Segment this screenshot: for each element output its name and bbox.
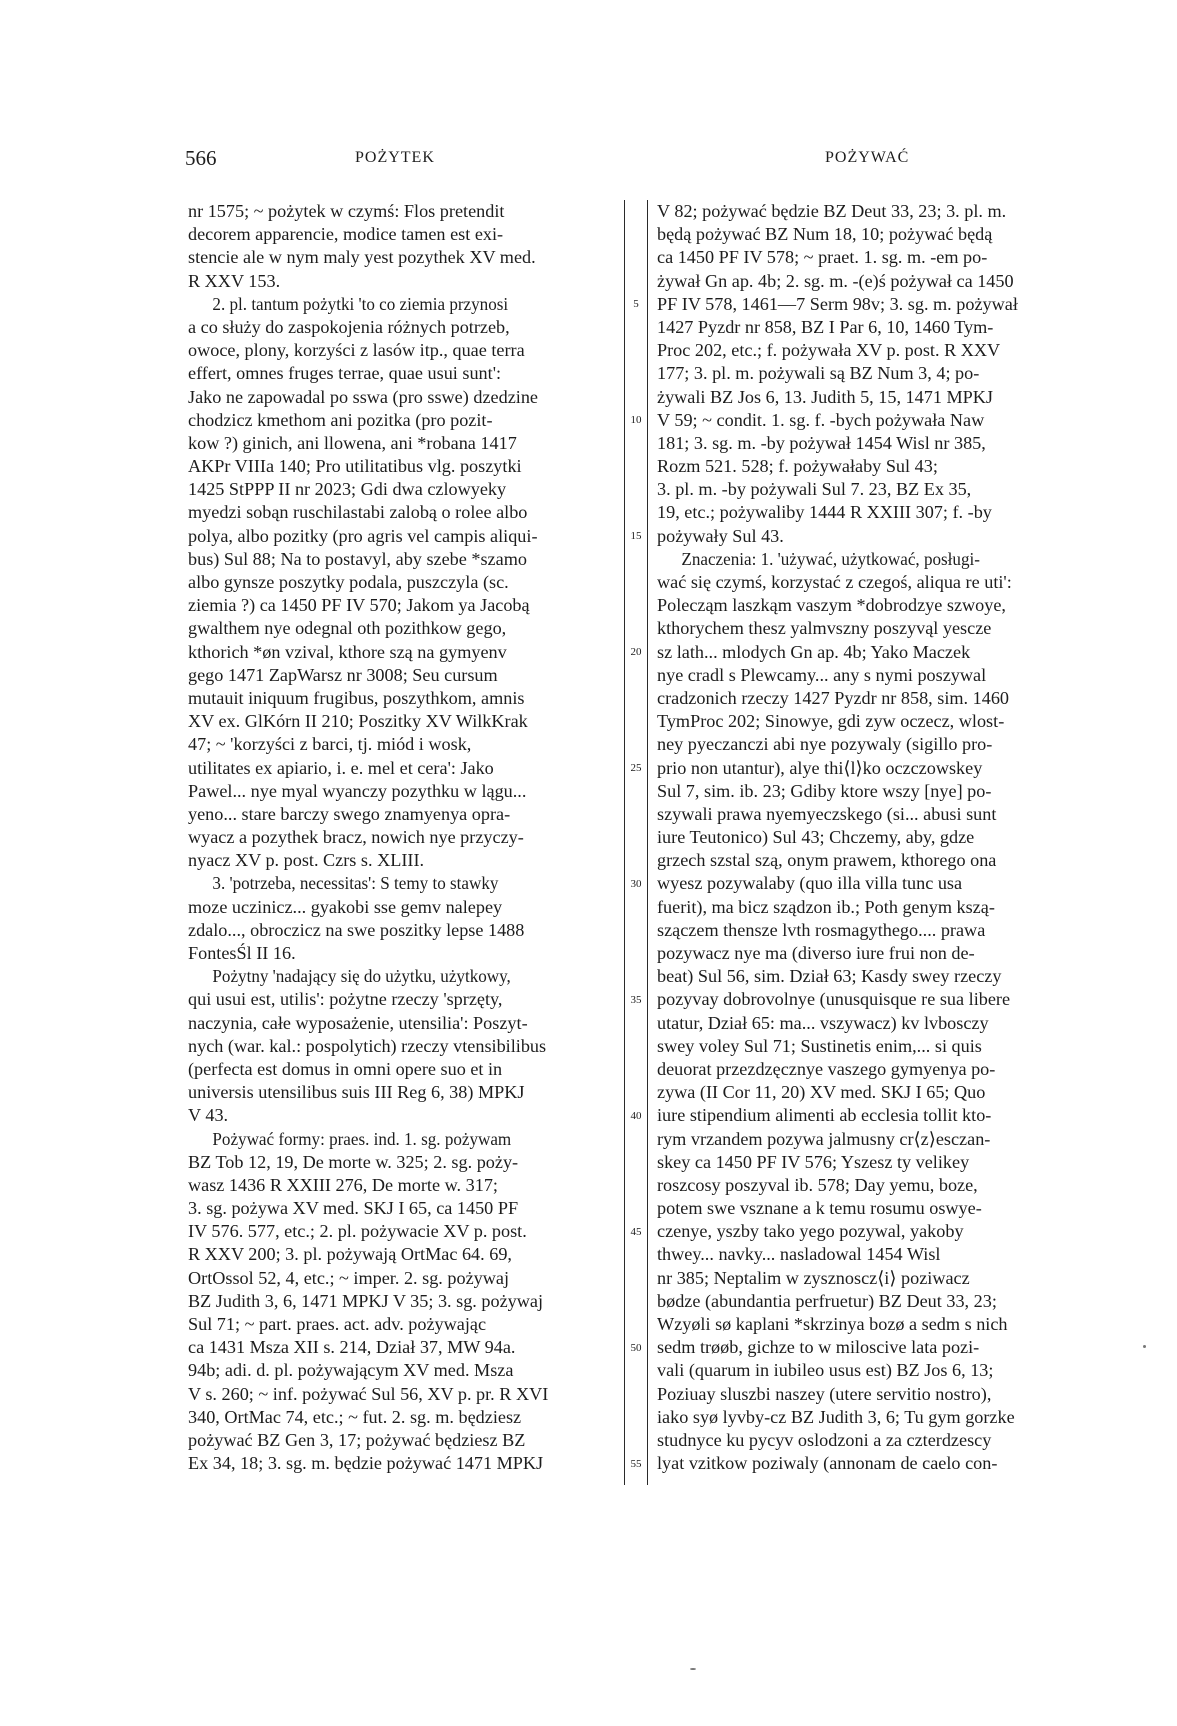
left-column-line: yeno... stare barczy swego znamyenya opra- [188,803,511,824]
left-column-line: AKPr VIIIa 140; Pro utilitatibus vlg. poszytki [188,456,522,477]
right-column-line: sedm trøøb, gichze to w miloscive lata pozi- [657,1337,980,1358]
line-number: 5 [633,297,639,310]
left-column-line: ziemia ?) ca 1450 PF IV 570; Jakom ya Jacobą [188,595,530,616]
right-column-line: wyesz pozywalaby (quo illa villa tunc usa [657,873,963,894]
left-column-line: gego 1471 ZapWarsz nr 3008; Seu cursum [188,664,498,685]
left-column-line: utilitates ex apiario, i. e. mel et cera': Jako [188,757,494,778]
left-column-line: XV ex. GlKórn II 210; Poszitky XV WilkKrak [188,711,528,732]
right-text-column [657,200,1082,1475]
left-column-line: 3. sg. pożywa XV med. SKJ I 65, ca 1450 PF [188,1198,519,1219]
left-column-line: gwalthem nye odegnal oth pozithkow gego, [188,618,507,639]
left-column-line: myedzi sobąn ruschilastabi zalobą o rolee albo [188,502,528,523]
left-column-line: 3. 'potrzeba, necessitas': S temy to stawky [212,873,499,894]
right-column-line: 1427 Pyzdr nr 858, BZ I Par 6, 10, 1460 Tym- [657,316,994,337]
right-column-line: iure stipendium alimenti ab ecclesia tollit kto- [657,1105,992,1126]
left-column-line: (perfecta est domus in omni opere suo et in [188,1058,503,1079]
scan-speck [1143,1345,1146,1348]
left-column-line: Ex 34, 18; 3. sg. m. będzie pożywać 1471 MPKJ [188,1453,544,1474]
right-column-line: rym vrzandem pozywa jalmusny cr⟨z⟩esczan- [657,1128,991,1149]
right-column-line: Proc 202, etc.; f. pożywała XV p. post. R XXV [657,340,1001,361]
right-column-line: zywa (II Cor 11, 20) XV med. SKJ I 65; Quo [657,1082,986,1103]
right-column-line: 3. pl. m. -by pożywali Sul 7. 23, BZ Ex 35, [657,479,972,500]
right-column-line: kthorychem thesz yalmvszny poszyvąl yescze [657,618,992,639]
left-column-line: wasz 1436 R XXIII 276, De morte w. 317; [188,1174,498,1195]
right-column-line: sz lath... mlodych Gn ap. 4b; Yako Maczek [657,641,971,662]
left-column-line: qui usui est, utilis': pożytne rzeczy 'sprzęty, [188,989,503,1010]
left-column-line: decorem apparencie, modice tamen est exi- [188,224,504,245]
right-running-head: POŻYWAĆ [825,149,910,166]
left-column-line: nr 1575; ~ pożytek w czymś: Flos pretendit [188,201,505,221]
left-column-line: 2. pl. tantum pożytki 'to co ziemia przynosi [212,293,509,314]
line-number: 55 [630,1457,642,1470]
right-column-line: iure Teutonico) Sul 43; Chczemy, aby, gdze [657,827,975,848]
right-column-line: szywali prawa nyemyeczskego (si... abusi sunt [657,803,997,824]
right-column-line: będą pożywać BZ Num 18, 10; pożywać będą [657,224,993,245]
line-number: 10 [630,413,642,426]
left-text-column [188,200,613,1475]
column-rule-left [624,200,625,1485]
right-column-line: wać się czymś, korzystać z czegoś, aliqua re uti': [657,572,1012,592]
right-column-line: Sul 7, sim. ib. 23; Gdiby ktore wszy [nye] po- [657,780,992,801]
right-column-line: Znaczenia: 1. 'używać, użytkować, posługi- [681,548,980,569]
right-column-line: skey ca 1450 PF IV 576; Yszesz ty velikey [657,1151,970,1172]
line-number: 40 [630,1109,642,1122]
left-column-line: 47; ~ 'korzyści z barci, tj. miód i wosk, [188,734,472,755]
right-column-line: V 82; pożywać będzie BZ Deut 33, 23; 3. pl. m. [657,201,1007,221]
left-column-line: OrtOssol 52, 4, etc.; ~ imper. 2. sg. pożywaj [188,1267,510,1288]
right-column-line: 181; 3. sg. m. -by pożywał 1454 Wisl nr 385, [657,432,986,453]
left-column-line: moze uczinicz... gyakobi sse gemv nalepey [188,896,503,917]
right-column-line: Rozm 521. 528; f. pożywałaby Sul 43; [657,456,938,477]
right-column-line: vali (quarum in iubileo usus est) BZ Jos 6, 13; [657,1360,994,1381]
right-column-line: pozyvay dobrovolnye (unusquisque re sua libere [657,989,1011,1010]
right-column-line: Polecząm laszkąm vaszym *dobrodzye szwoye, [657,595,1006,616]
right-column-line: bødze (abundantia perfruetur) BZ Deut 33, 23; [657,1290,997,1311]
left-column-line: chodzicz kmethom ani pozitka (pro pozit- [188,409,493,430]
left-running-head: POŻYTEK [355,149,435,166]
right-column-line: potem swe vsznane a k temu rosumu oswye- [657,1198,982,1219]
right-column-line: fuerit), ma bicz sządzon ib.; Poth genym kszą- [657,896,995,917]
right-column-line: beat) Sul 56, sim. Dział 63; Kasdy swey rzeczy [657,966,1002,987]
left-column-line: universis utensilibus suis III Reg 6, 38) MPKJ [188,1082,525,1103]
left-column-line: ca 1431 Msza XII s. 214, Dział 37, MW 94a. [188,1337,516,1358]
right-column-line: swey voley Sul 71; Sustinetis enim,... si quis [657,1035,982,1056]
left-column-line: owoce, plony, korzyści z lasów itp., quae terra [188,340,525,361]
left-column-line: Sul 71; ~ part. praes. act. adv. pożywając [188,1314,487,1334]
right-column-line: pożywały Sul 43. [657,525,784,546]
right-column-line: nye cradl s Plewcamy... any s nymi poszywal [657,664,987,685]
right-column-line: pozywacz nye ma (diverso iure frui non de- [657,943,975,963]
left-column-line: stencie ale w nym maly yest pozythek XV med. [188,247,536,268]
left-column-line: BZ Tob 12, 19, De morte w. 325; 2. sg. poży- [188,1151,519,1172]
column-rule-right [647,200,648,1485]
right-column-line: żywali BZ Jos 6, 13. Judith 5, 15, 1471 MPKJ [657,386,993,407]
right-column-line: TymProc 202; Sinowye, gdi zyw oczecz, wlost- [657,711,1005,732]
left-column-line: albo gynsze poszytky podala, puszczyla (sc. [188,572,509,592]
left-column-line: a co służy do zaspokojenia różnych potrzeb, [188,316,510,337]
right-column-line: czenye, yszby tako yego pozywal, yakoby [657,1221,964,1242]
right-column-line: PF IV 578, 1461—7 Serm 98v; 3. sg. m. pożywał [657,293,1018,314]
left-column-line: BZ Judith 3, 6, 1471 MPKJ V 35; 3. sg. pożywaj [188,1290,544,1311]
right-column-line: utatur, Dział 65: ma... vszywacz) kv lvbosczy [657,1012,989,1033]
left-column-line: kow ?) ginich, ani llowena, ani *robana 1417 [188,432,517,453]
right-column-line: 177; 3. pl. m. pożywali są BZ Num 3, 4; po- [657,363,980,384]
left-column-line: 340, OrtMac 74, etc.; ~ fut. 2. sg. m. będziesz [188,1406,522,1427]
right-column-line: Poziuay sluszbi naszey (utere servitio nostro), [657,1383,992,1404]
right-column-line: cradzonich rzeczy 1427 Pyzdr nr 858, sim. 1460 [657,687,1010,708]
right-column-line: 19, etc.; pożywaliby 1444 R XXIII 307; f. -by [657,502,992,523]
left-column-line: effert, omnes fruges terrae, quae usui sunt': [188,363,502,384]
left-column-line: naczynia, całe wyposażenie, utensilia': Poszyt- [188,1012,528,1033]
left-column-line: Pawel... nye myal wyanczy pozythku w lągu... [188,780,527,801]
right-column-line: thwey... navky... nasladowal 1454 Wisl [657,1244,941,1265]
right-column-line: żywał Gn ap. 4b; 2. sg. m. -(e)ś pożywał ca 1450 [657,270,1014,291]
line-number: 25 [630,761,642,774]
left-column-line: mutauit iniquum frugibus, poszythkom, amnis [188,687,525,708]
scan-speck [690,1668,696,1670]
left-column-line: kthorich *øn vzival, kthore szą na gymyenv [188,641,507,662]
right-column-line: ca 1450 PF IV 578; ~ praet. 1. sg. m. -em po- [657,247,988,268]
left-column-line: V 43. [188,1105,229,1126]
line-number: 35 [630,993,642,1006]
left-column-line: nyacz XV p. post. Czrs s. XLIII. [188,850,425,871]
right-column-line: ney pyeczanczi abi nye pozywaly (sigillo pro- [657,734,993,755]
left-column-line: Pożytny 'nadający się do użytku, użytkowy, [212,966,511,987]
left-column-line: bus) Sul 88; Na to postavyl, aby szebe *szamo [188,548,527,569]
right-column-line: grzech szstal szą, onym prawem, kthorego ona [657,850,997,871]
left-column-line: 94b; adi. d. pl. pożywającym XV med. Msza [188,1360,514,1381]
left-column-line: wyacz a pozythek bracz, nowich nye przyczy- [188,827,524,848]
left-column-line: R XXV 200; 3. pl. pożywają OrtMac 64. 69, [188,1244,512,1265]
left-column-line: V s. 260; ~ inf. pożywać Sul 56, XV p. pr. R XVI [188,1383,549,1404]
left-column-line: FontesŚl II 16. [188,943,296,963]
right-column-line: prio non utantur), alye thi⟨l⟩ko oczczowskey [657,757,983,778]
left-column-line: zdalo..., obroczicz na swe poszitky lepse 1488 [188,919,525,940]
left-column-line: nych (war. kal.: pospolytich) rzeczy vtensibilibus [188,1035,547,1056]
right-column-line: iako syø lyvby-cz BZ Judith 3, 6; Tu gym gorzke [657,1406,1015,1427]
right-column-line: deuorat przezdzęcznye vaszego gymyenya po- [657,1058,996,1079]
left-column-line: pożywać BZ Gen 3, 17; pożywać będziesz BZ [188,1429,526,1450]
line-number: 50 [630,1341,642,1354]
line-number: 20 [630,645,642,658]
right-column-line: Wzyøli sø kaplani *skrzinya bozø a sedm s nich [657,1314,1008,1334]
right-column-line: V 59; ~ condit. 1. sg. f. -bych pożywała Naw [657,409,985,430]
line-number: 45 [630,1225,642,1238]
right-column-line: nr 385; Neptalim w zysznoscz⟨i⟩ poziwacz [657,1267,970,1288]
right-column-line: szączem thensze lvth rosmagythego.... prawa [657,919,986,940]
line-number: 15 [630,529,642,542]
left-column-line: 1425 StPPP II nr 2023; Gdi dwa czlowyeky [188,479,507,500]
left-column-line: Jako ne zapowadal po sswa (pro sswe) dzedzine [188,386,538,407]
left-column-line: Pożywać formy: praes. ind. 1. sg. pożywam [212,1128,512,1149]
line-number: 30 [630,877,642,890]
left-column-line: polya, albo pozitky (pro agris vel campis aliqui- [188,525,538,546]
right-column-line: studnyce ku pycyv oslodzoni a za czterdzescy [657,1429,992,1450]
right-column-line: lyat vzitkow poziwaly (annonam de caelo con- [657,1453,998,1474]
left-column-line: IV 576. 577, etc.; 2. pl. pożywacie XV p. post. [188,1221,527,1242]
page-number: 566 [185,146,217,170]
left-column-line: R XXV 153. [188,270,281,291]
right-column-line: roszcosy poszyval ib. 578; Day yemu, boze, [657,1174,978,1195]
page-header [185,146,1005,176]
